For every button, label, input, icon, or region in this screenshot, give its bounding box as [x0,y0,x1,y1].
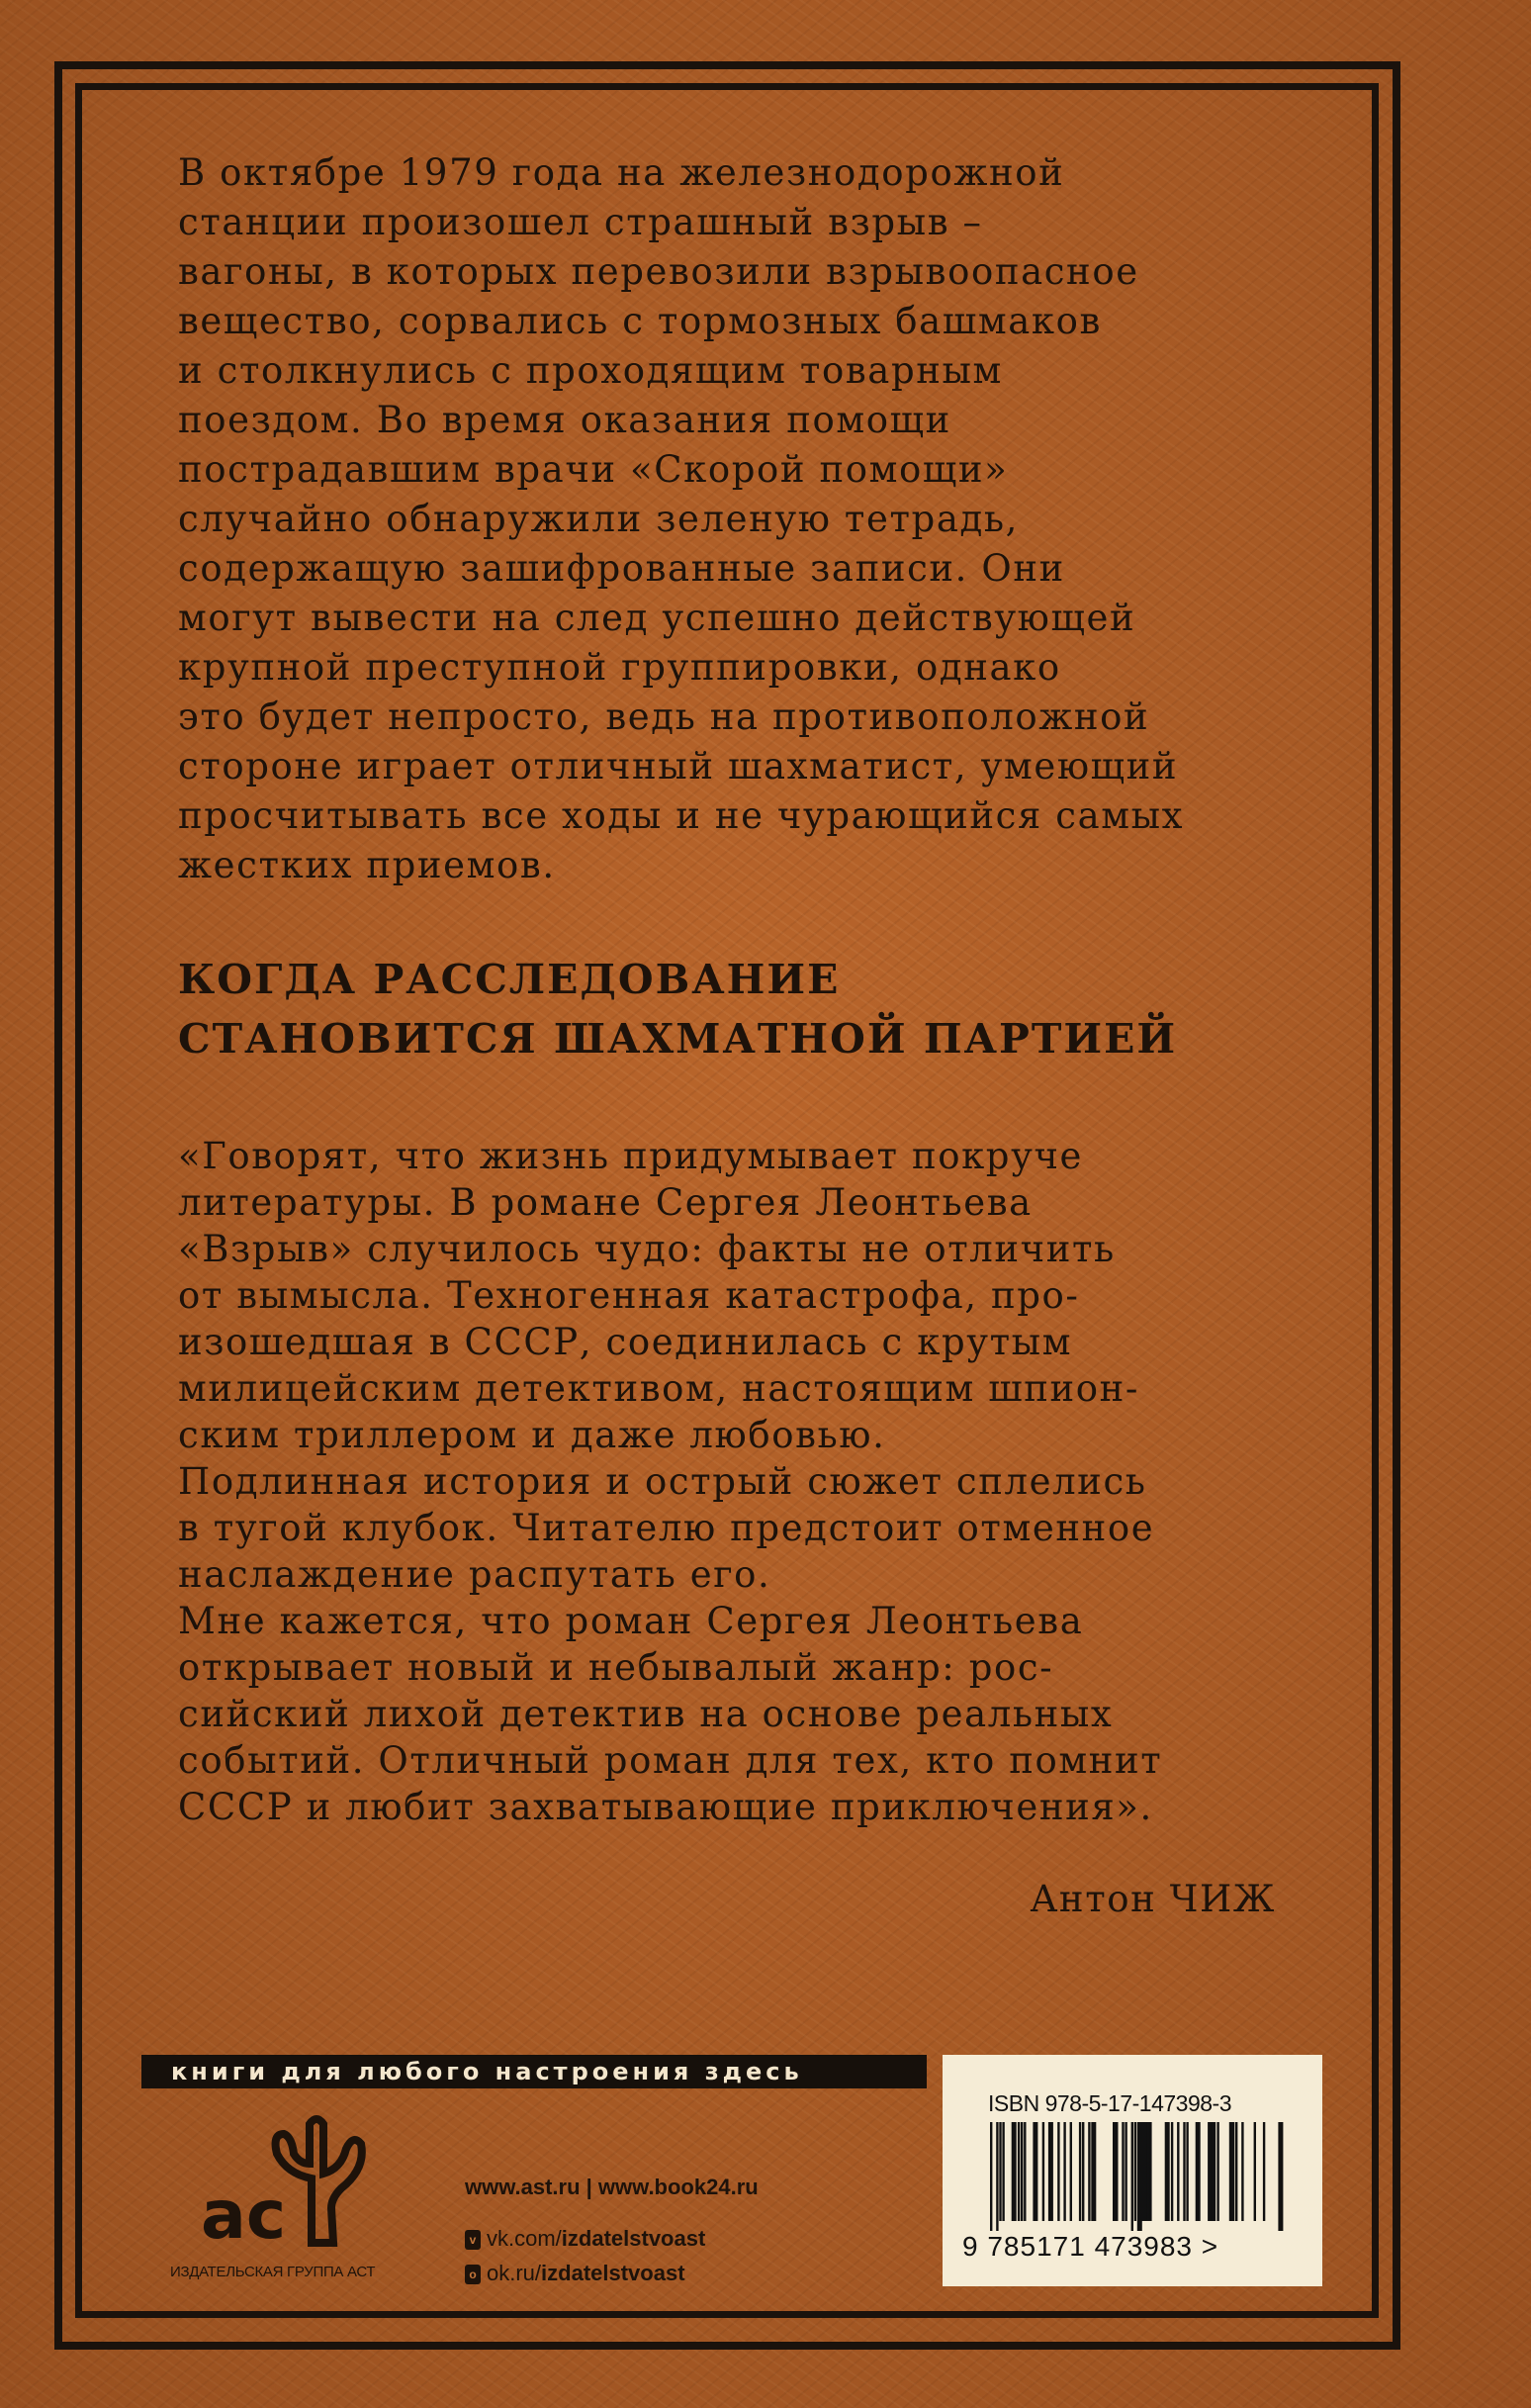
ok-link[interactable] [465,2261,685,2286]
text-line: сийский лихой детектив на основе реальных [178,1693,1114,1735]
barcode-bar [1149,2122,1151,2221]
barcode-bar [1033,2122,1037,2221]
barcode-bar [1082,2122,1084,2221]
tagline-heading [178,950,1177,1068]
text-line: жестких приемов. [178,844,556,886]
vk-prefix: vk.com/ [487,2226,562,2251]
barcode-bar [1070,2122,1072,2221]
barcode-bar [1057,2122,1059,2221]
barcode-bar [1042,2122,1044,2221]
text-line: милицейским детективом, настоящим шпион- [178,1367,1139,1410]
text-line: «Взрыв» случилось чудо: факты не отличить [178,1228,1116,1270]
text-line: вагоны, в которых перевозили взрывоопасное [178,250,1139,293]
barcode-bar [1122,2122,1124,2221]
heading-line: СТАНОВИТСЯ ШАХМАТНОЙ ПАРТИЕЙ [178,1015,1178,1063]
text-line: в тугой клубок. Читателю предстоит отменное [178,1507,1155,1549]
website-links[interactable]: www.ast.ru | www.book24.ru [465,2175,759,2199]
text-line: могут вывести на след успешно действующей [178,597,1136,639]
text-line: литературы. В романе Сергея Леонтьева [178,1181,1033,1224]
text-line: наслаждение распутать его. [178,1553,771,1596]
barcode-bar [1186,2122,1188,2221]
text-line: поездом. Во время оказания помощи [178,399,951,441]
barcode-bar [999,2122,1001,2221]
ok-handle: izdatelstvoast [541,2261,685,2285]
barcode-bar [1183,2122,1185,2221]
barcode-bar [1021,2122,1023,2221]
barcode-bar [1216,2122,1218,2221]
text-line: станции произошел страшный взрыв – [178,201,983,243]
vk-handle: izdatelstvoast [561,2226,706,2251]
barcode-bar [1024,2122,1026,2221]
barcode-bar [1079,2122,1081,2221]
barcode-bar [1177,2122,1179,2221]
text-line: Мне кажется, что роман Сергея Леонтьева [178,1600,1084,1642]
barcode-bar [1012,2122,1017,2221]
text-line: вещество, сорвались с тормозных башмаков [178,300,1102,342]
barcode-bar [1254,2122,1256,2221]
text-line: Подлинная история и острый сюжет сплелись [178,1460,1147,1503]
logo-text: ас [201,2176,287,2253]
barcode-bar [1232,2122,1234,2221]
barcode-bar [990,2122,992,2231]
barcode-bar [1116,2122,1118,2221]
ok-prefix: ok.ru/ [487,2261,542,2285]
barcode-bar [1235,2122,1237,2221]
quote-author: Антон ЧИЖ [1030,1878,1276,1920]
barcode-bar [1091,2122,1096,2221]
text-line: СССР и любит захватывающие приключения». [178,1786,1153,1828]
text-line: от вымысла. Техногенная катастрофа, про- [178,1274,1080,1317]
text-line: пострадавшим врачи «Скорой помощи» [178,448,1009,491]
barcode-bar [1018,2122,1020,2221]
text-line: просчитывать все ходы и не чурающийся самых [178,794,1185,837]
text-line: изошедшая в СССР, соединилась с крутым [178,1321,1073,1363]
barcode-bar [1002,2122,1004,2221]
barcode-bar [1125,2122,1126,2221]
vk-link[interactable] [465,2226,705,2252]
barcode-bar [1131,2122,1133,2231]
barcode-bar [1241,2122,1243,2221]
barcode-bar [1088,2122,1090,2221]
logo-cactus-icon [276,2119,362,2243]
text-line: событий. Отличный роман для тех, кто помнит [178,1739,1163,1782]
barcode-digits: 9 785171 473983 > [962,2231,1219,2262]
barcode-bar [1048,2122,1053,2221]
barcode-bar [1263,2122,1265,2221]
text-line: стороне играет отличный шахматист, умеющий [178,745,1179,787]
text-line: случайно обнаружили зеленую тетрадь, [178,498,1019,540]
text-line: и столкнулись с проходящим товарным [178,349,1003,392]
isbn-number: ISBN 978-5-17-147398-3 [988,2090,1231,2116]
review-quote [178,1133,1162,1830]
barcode-bar [996,2122,998,2231]
barcode-bar [1171,2122,1173,2221]
barcode-icon [990,2122,1287,2231]
barcode-bar [1063,2122,1065,2221]
barcode-label [943,2055,1322,2286]
odnoklassniki-icon: o [465,2265,481,2284]
barcode-bar [1196,2122,1201,2221]
footer-tagline-banner: книги для любого настроения здесь [141,2055,927,2088]
ast-logo [193,2109,401,2253]
barcode-bar [1211,2122,1216,2221]
text-line: это будет непросто, ведь на противоположной [178,695,1150,738]
text-line: В октябре 1979 года на железнодорожной [178,151,1065,194]
vk-icon: v [465,2230,481,2250]
text-line: открывает новый и небывалый жанр: рос- [178,1646,1054,1689]
barcode-bar [1165,2122,1170,2221]
text-line: содержащую зашифрованные записи. Они [178,547,1065,590]
heading-line: КОГДА РАССЛЕДОВАНИЕ [178,956,841,1003]
blurb-paragraph [178,148,1184,890]
text-line: «Говорят, что жизнь придумывает покруче [178,1135,1084,1177]
barcode-bar [1134,2122,1136,2221]
text-line: ским триллером и даже любовью. [178,1414,886,1456]
publisher-caption: ИЗДАТЕЛЬСКАЯ ГРУППА АСТ [170,2264,376,2280]
barcode-bar [1278,2122,1283,2231]
text-line: крупной преступной группировки, однако [178,646,1061,689]
